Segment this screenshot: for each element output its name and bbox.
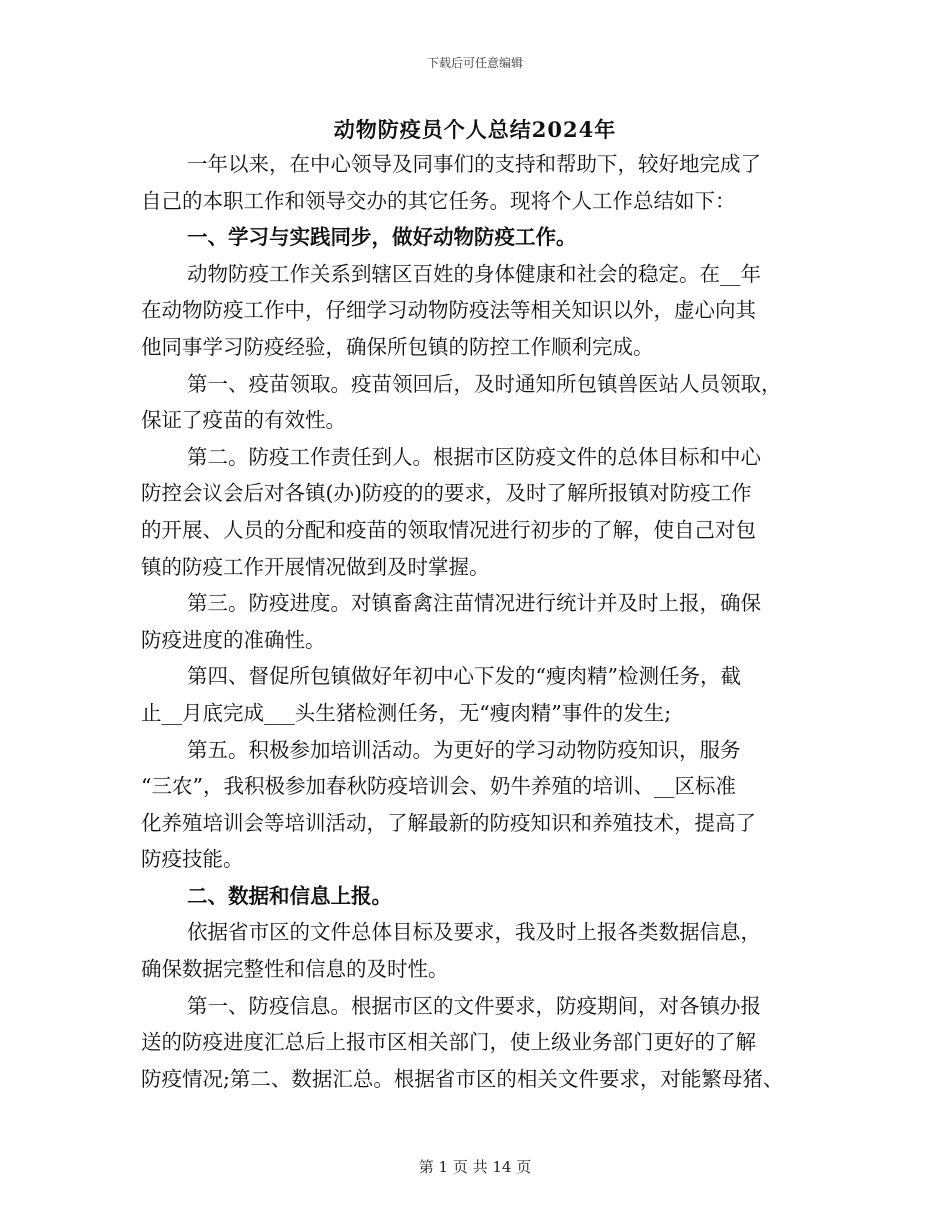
paragraph-line: 确保数据完整性和信息的及时性。: [141, 957, 449, 982]
section-heading: 一、学习与实践同步，做好动物防疫工作。: [187, 225, 577, 250]
paragraph-line: 防控会议会后对各镇(办)防疫的的要求，及时了解所报镇对防疫工作: [141, 481, 752, 506]
document-title: 动物防疫员个人总结2024年: [333, 117, 617, 142]
section-heading: 二、数据和信息上报。: [187, 883, 392, 908]
paragraph-line: 第一、防疫信息。根据市区的文件要求，防疫期间，对各镇办报: [187, 993, 761, 1018]
paragraph-line: 化养殖培训会等培训活动，了解最新的防疫知识和养殖技术，提高了: [141, 810, 756, 835]
paragraph-line: 动物防疫工作关系到辖区百姓的身体健康和社会的稳定。在__年: [187, 261, 761, 286]
page-number-footer: 第 1 页 共 14 页: [418, 1158, 532, 1176]
paragraph-line: 防疫技能。: [141, 847, 244, 872]
paragraph-line: 镇的防疫工作开展情况做到及时掌握。: [141, 554, 490, 579]
paragraph-line: 一年以来，在中心领导及同事们的支持和帮助下，较好地完成了: [187, 152, 761, 176]
document-body: [141, 146, 813, 1097]
paragraph-line: 防疫进度的准确性。: [141, 627, 326, 652]
paragraph-line: 止__月底完成___头生猪检测任务，无“瘦肉精”事件的发生;: [141, 700, 672, 725]
paragraph-line: 防疫情况;第二、数据汇总。根据省市区的相关文件要求，对能繁母猪、: [141, 1066, 784, 1091]
paragraph-line: 第三。防疫进度。对镇畜禽注苗情况进行统计并及时上报，确保: [187, 591, 761, 616]
paragraph-line: 第一、疫苗领取。疫苗领回后，及时通知所包镇兽医站人员领取，: [187, 371, 782, 396]
paragraph-line: 第二。防疫工作责任到人。根据市区防疫文件的总体目标和中心: [187, 444, 761, 469]
paragraph-line: “三农”，我积极参加春秋防疫培训会、奶牛养殖的培训、__区标准: [141, 774, 736, 799]
paragraph-line: 第四、督促所包镇做好年初中心下发的“瘦肉精”检测任务，截: [187, 664, 741, 689]
paragraph-line: 他同事学习防疫经验，确保所包镇的防控工作顺利完成。: [141, 334, 654, 359]
header-note: 下载后可任意编辑: [426, 56, 523, 70]
paragraph-line: 自己的本职工作和领导交办的其它任务。现将个人工作总结如下：: [141, 188, 736, 213]
paragraph-line: 在动物防疫工作中，仔细学习动物防疫法等相关知识以外，虚心向其: [141, 298, 756, 323]
paragraph-line: 的开展、人员的分配和疫苗的领取情况进行初步的了解，使自己对包: [141, 517, 756, 542]
paragraph-line: 保证了疫苗的有效性。: [141, 408, 346, 433]
paragraph-line: 送的防疫进度汇总后上报市区相关部门，使上级业务部门更好的了解: [141, 1030, 756, 1055]
paragraph-line: 依据省市区的文件总体目标及要求，我及时上报各类数据信息，: [187, 920, 761, 945]
paragraph-line: 第五。积极参加培训活动。为更好的学习动物防疫知识，服务: [187, 737, 741, 762]
